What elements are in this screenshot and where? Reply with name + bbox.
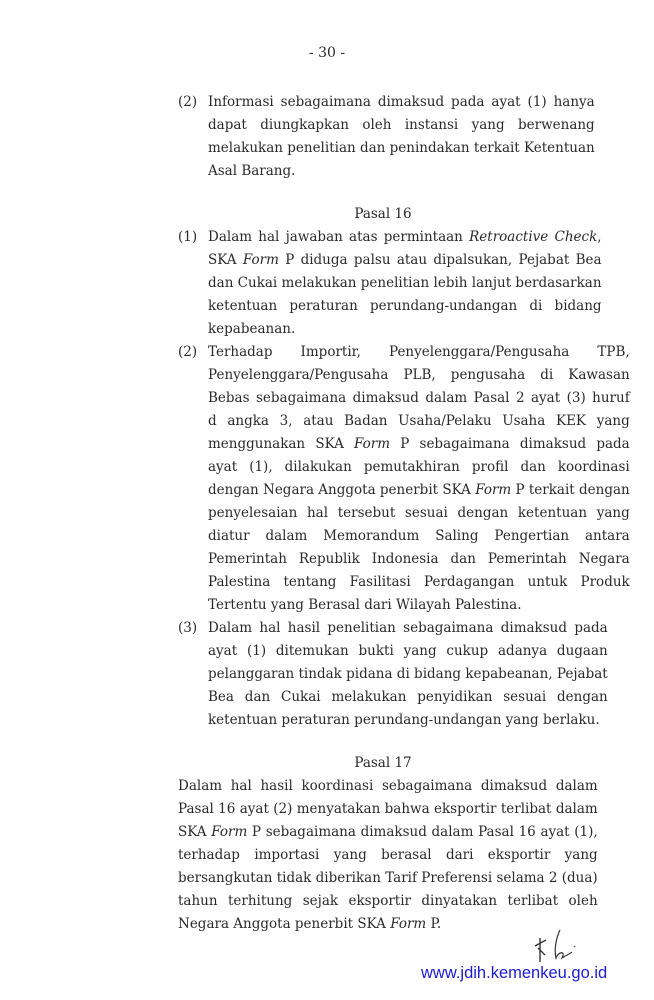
text-line: ayat (1) ditemukan bukti yang cukup adanya dugaan — [208, 643, 608, 659]
text-line: penyelesaian hal tersebut sesuai dengan ketentuan yang — [208, 505, 630, 521]
document-body — [178, 91, 630, 936]
text-line: SKA Form P diduga palsu atau dipalsukan, Pejabat Bea — [208, 252, 602, 268]
text-line: Terhadap Importir, Penyelenggara/Pengusaha TPB, — [208, 344, 630, 360]
text-line: Penyelenggara/Pengusaha PLB, pengusaha di Kawasan — [208, 367, 630, 383]
paragraph-number: (2) — [178, 94, 198, 110]
numbered-paragraph — [178, 617, 608, 732]
text-line: d angka 3, atau Badan Usaha/Pelaku Usaha KEK yang — [208, 413, 630, 429]
text-line: tahun terhitung sejak eksportir dinyatakan terlibat oleh — [178, 893, 598, 909]
text-line: Informasi sebagaimana dimaksud pada ayat (1) hanya — [208, 94, 595, 110]
text-line: diatur dalam Memorandum Saling Pengertian antara — [208, 528, 630, 544]
numbered-paragraph — [178, 341, 630, 617]
text-line: Asal Barang. — [208, 163, 296, 179]
text-line: Dalam hal hasil penelitian sebagaimana dimaksud pada — [208, 620, 608, 636]
page-number: - 30 - — [308, 45, 346, 61]
text-line: Bebas sebagaimana dimaksud dalam Pasal 2 ayat (3) huruf — [208, 390, 630, 406]
text-line: Pasal 16 ayat (2) menyatakan bahwa eksportir terlibat dalam — [178, 801, 598, 817]
numbered-paragraph — [178, 91, 595, 183]
text-line: ayat (1), dilakukan pemutakhiran profil dan koordinasi — [208, 459, 630, 475]
paragraph — [178, 775, 598, 936]
text-line: Tertentu yang Berasal dari Wilayah Palestina. — [208, 597, 522, 613]
text-line: Bea dan Cukai melakukan penyidikan sesuai dengan — [208, 689, 608, 705]
text-line: ketentuan peraturan perundang-undangan di bidang — [208, 298, 602, 314]
text-line: menggunakan SKA Form P sebagaimana dimaksud pada — [208, 436, 630, 452]
text-line: kepabeanan. — [208, 321, 296, 337]
footer-url-link[interactable]: www.jdih.kemenkeu.go.id — [421, 964, 608, 982]
text-line: SKA Form P sebagaimana dimaksud dalam Pasal 16 ayat (1), — [178, 824, 598, 840]
text-line: dapat diungkapkan oleh instansi yang berwenang — [208, 117, 595, 133]
text-line: pelanggaran tindak pidana di bidang kepabeanan, Pejabat — [208, 666, 608, 682]
text-line: dengan Negara Anggota penerbit SKA Form P terkait dengan — [208, 482, 630, 498]
paragraph-number: (2) — [178, 344, 198, 360]
paragraph-number: (1) — [178, 229, 198, 245]
text-line: melakukan penelitian dan penindakan terkait Ketentuan — [208, 140, 595, 156]
article-heading: Pasal 16 — [354, 206, 412, 222]
text-line: Pemerintah Republik Indonesia dan Pemerintah Negara — [208, 551, 630, 567]
signature-initials-icon — [532, 928, 582, 964]
text-line: Dalam hal hasil koordinasi sebagaimana dimaksud dalam — [178, 778, 598, 794]
text-line: Negara Anggota penerbit SKA Form P. — [178, 916, 442, 932]
text-line: Palestina tentang Fasilitasi Perdagangan untuk Produk — [208, 574, 630, 590]
text-line: terhadap importasi yang berasal dari eksportir yang — [178, 847, 598, 863]
paragraph-number: (3) — [178, 620, 198, 636]
numbered-paragraph — [178, 226, 602, 341]
text-line: ketentuan peraturan perundang-undangan yang berlaku. — [208, 712, 600, 728]
text-line: dan Cukai melakukan penelitian lebih lanjut berdasarkan — [208, 275, 602, 291]
article-heading: Pasal 17 — [354, 755, 412, 771]
text-line: bersangkutan tidak diberikan Tarif Preferensi selama 2 (dua) — [178, 870, 598, 886]
text-line: Dalam hal jawaban atas permintaan Retroactive Check, — [208, 229, 602, 245]
